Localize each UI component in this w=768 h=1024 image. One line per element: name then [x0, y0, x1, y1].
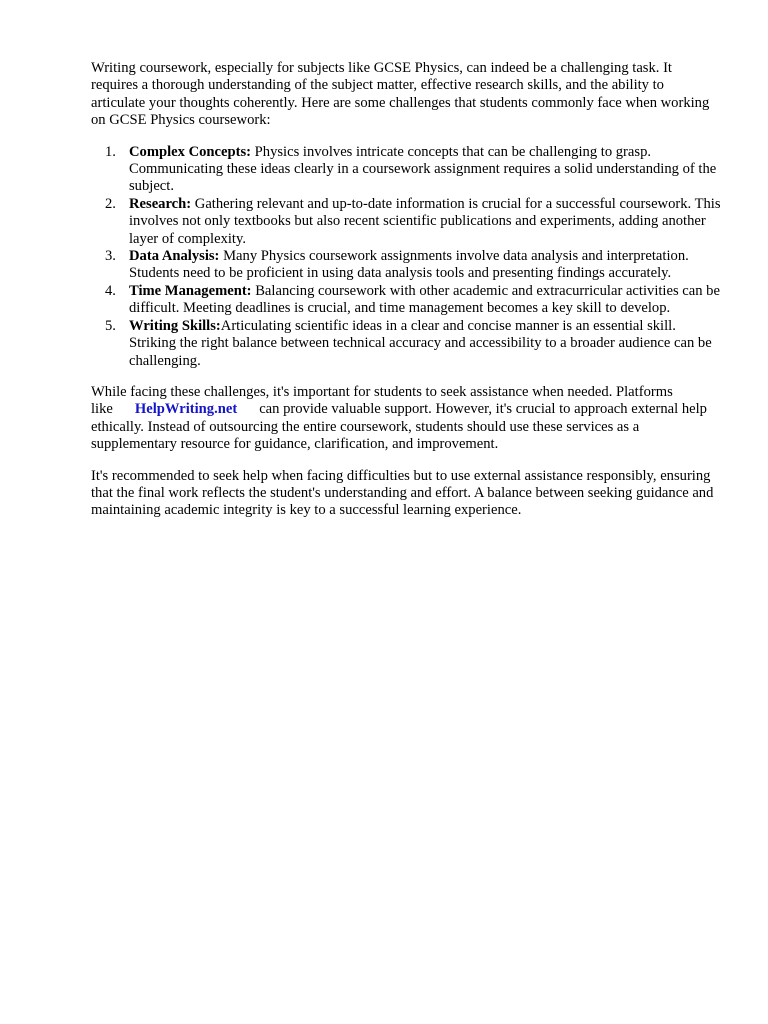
list-item	[105, 195, 721, 248]
list-item-title: Research:	[129, 195, 192, 212]
list-item-text: Physics involves intricate concepts that can be challenging to grasp. Communicating these ideas clearly in a coursework assignment requires a solid understanding of the subject.	[129, 143, 717, 195]
list-item-text: Many Physics coursework assignments involve data analysis and interpretation. Students need to be proficient in using data analysis tools and presenting findings accurately.	[129, 248, 689, 282]
list-item-title: Time Management:	[129, 282, 252, 299]
list-item-text: Balancing coursework with other academic and extracurricular activities can be difficult. Meeting deadlines is crucial, and time management becomes a key skill to develop.	[129, 282, 720, 317]
list-item	[105, 282, 721, 318]
list-item-text: Gathering relevant and up-to-date information is crucial for a successful coursework. This involves not only textbooks but also recent scientific publications and experiments, adding another layer of complexity.	[129, 195, 721, 247]
list-item-number: 5.	[105, 317, 116, 334]
assistance-paragraph	[91, 384, 721, 454]
helpwriting-link[interactable]: HelpWriting.net	[134, 401, 238, 418]
list-item-title: Writing Skills:	[129, 317, 221, 334]
document-page	[91, 60, 721, 534]
assistance-text-before: While facing these challenges, it's important for students to seek assistance when needed. Platforms like	[91, 383, 673, 418]
list-item-title: Complex Concepts:	[129, 143, 252, 160]
conclusion-paragraph: It's recommended to seek help when facing difficulties but to use external assistance responsibly, ensuring that the final work reflects the student's understanding and effort. A balance between seeking guidance and maintaining academic integrity is key to a successful learning experience.	[91, 467, 714, 519]
list-item-title: Data Analysis:	[129, 248, 220, 265]
list-item-number: 1.	[105, 143, 116, 160]
list-item	[105, 248, 721, 283]
assistance-text-after: can provide valuable support. However, it's crucial to approach external help ethically. Instead of outsourcing the entire coursework, students should use these services as a supplementary resource for guidance, clarification, and improvement.	[91, 401, 707, 453]
list-item	[105, 317, 721, 370]
list-item	[105, 143, 721, 196]
challenges-list	[91, 144, 721, 370]
list-item-number: 3.	[105, 248, 116, 265]
list-item-text: Articulating scientific ideas in a clear and concise manner is an essential skill. Striking the right balance between technical accuracy and accessibility to a broader audience can be challenging.	[129, 317, 712, 369]
intro-paragraph: Writing coursework, especially for subjects like GCSE Physics, can indeed be a challenging task. It requires a thorough understanding of the subject matter, effective research skills, and the ability to articulate your thoughts coherently. Here are some challenges that students commonly face when working on GCSE Physics coursework:	[91, 60, 710, 129]
list-item-number: 4.	[105, 282, 116, 299]
list-item-number: 2.	[105, 195, 116, 212]
